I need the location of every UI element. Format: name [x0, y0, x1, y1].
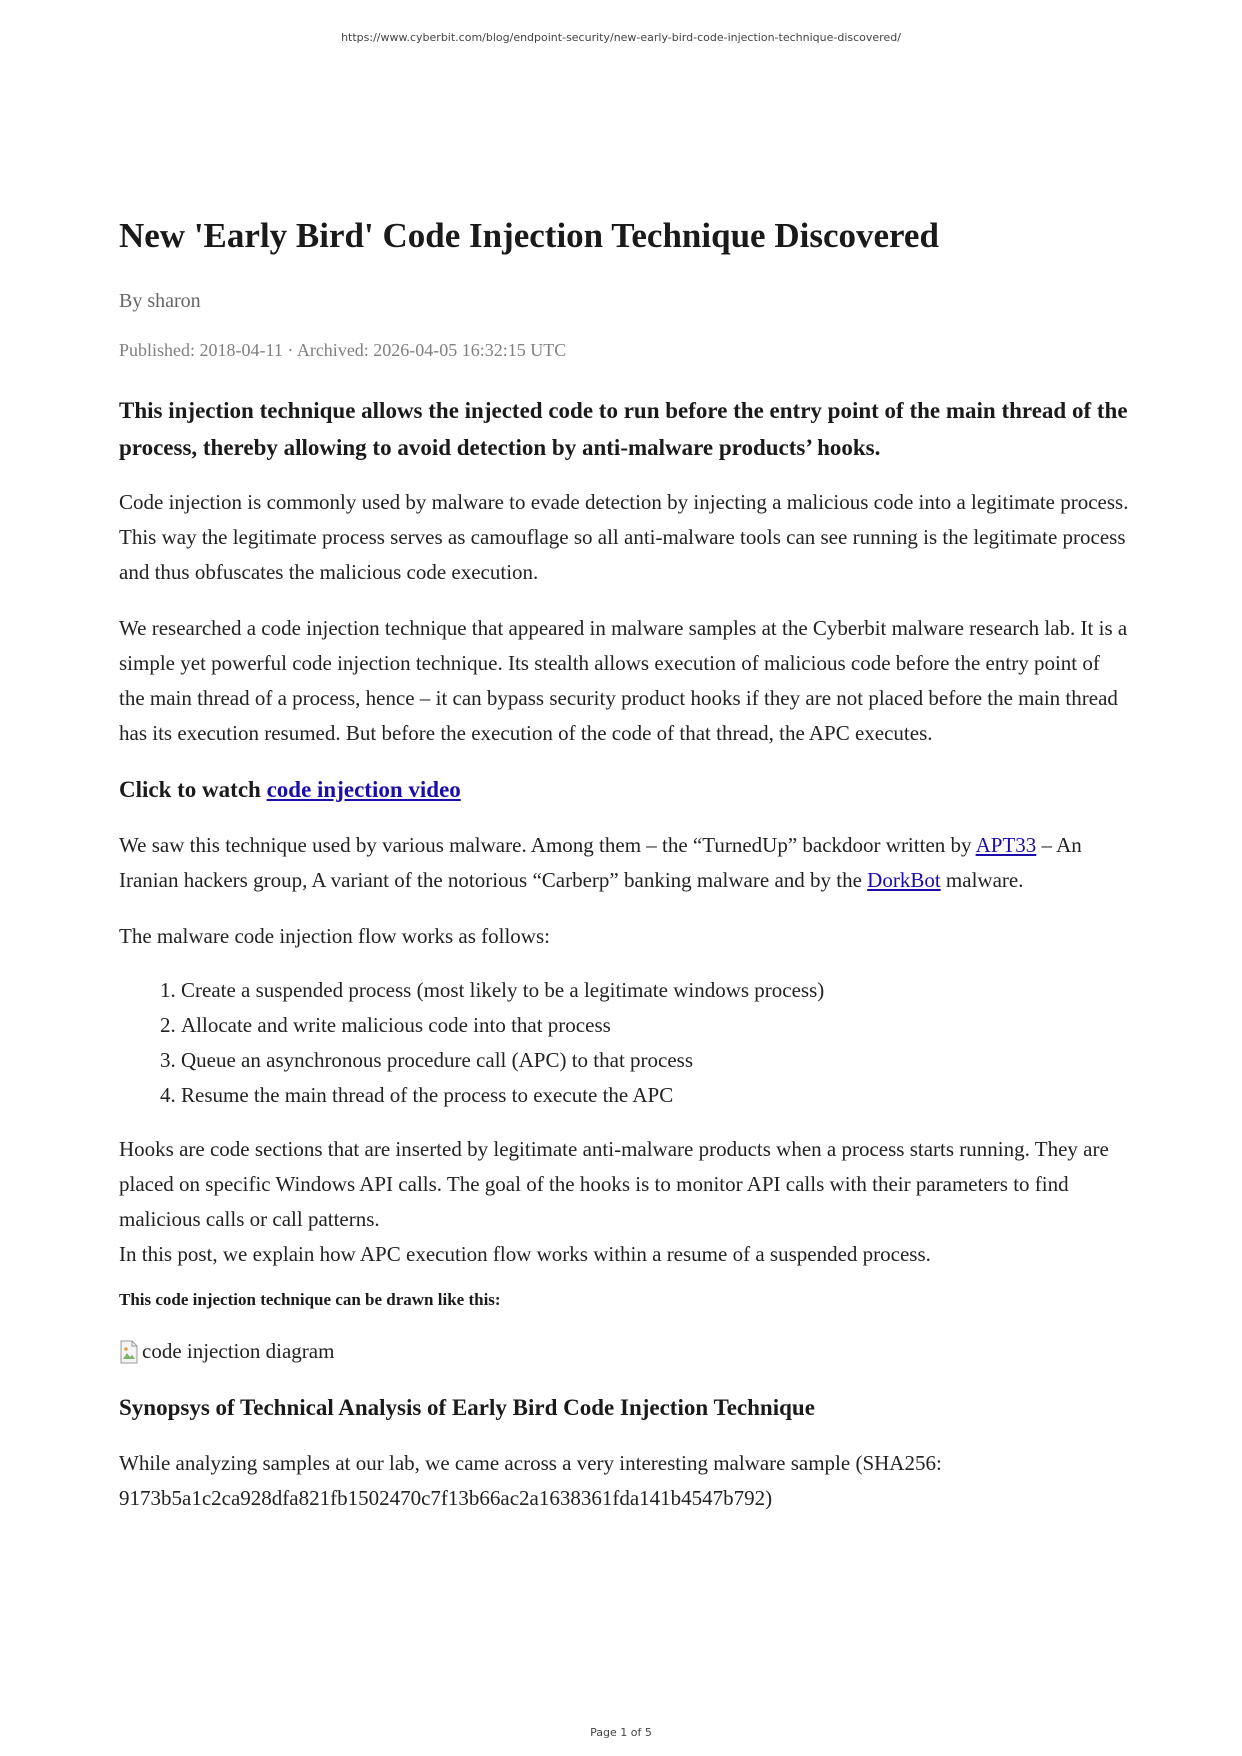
paragraph-flow-intro: The malware code injection flow works as follows:	[119, 924, 550, 948]
watch-video-heading	[119, 772, 1129, 807]
page-number: Page 1 of 5	[590, 1726, 652, 1739]
author-byline: By sharon	[119, 290, 201, 312]
dorkbot-link[interactable]: DorkBot	[867, 868, 941, 892]
paragraph-hooks-text: Hooks are code sections that are inserted by legitimate anti-malware products when a process starts running. They are placed on specific Windows API calls. The goal of the hooks is to monitor API calls with their parameters to find malicious calls or call patterns.	[119, 1137, 1109, 1231]
lead-paragraph: This injection technique allows the injected code to run before the entry point of the main thread of the process, thereby allowing to avoid detection by anti-malware products’ hooks.	[119, 398, 1128, 460]
apt33-link[interactable]: APT33	[975, 833, 1037, 857]
paragraph-malware-usage	[119, 828, 1129, 898]
paragraph-research: We researched a code injection technique that appeared in malware samples at the Cyberbit malware research lab. It is a simple yet powerful code injection technique. Its stealth allows execution of malicious code before the entry point of the main thread of a process, hence – it can bypass security product hooks if they are not placed before the main thread has its execution resumed. But before the execution of the code of that thread, the APC executes.	[119, 616, 1128, 745]
paragraph-malware-text-c: malware.	[940, 868, 1024, 892]
list-item: 3. Queue an asynchronous procedure call (APC) to that process	[181, 1043, 1129, 1078]
diagram-caption: This code injection technique can be drawn like this:	[119, 1290, 501, 1309]
publish-meta: Published: 2018-04-11 · Archived: 2026-04-05 16:32:15 UTC	[119, 340, 567, 360]
technical-analysis-heading: Synopsys of Technical Analysis of Early Bird Code Injection Technique	[119, 1395, 815, 1420]
paragraph-sample-hash: While analyzing samples at our lab, we came across a very interesting malware sample (SHA256: 9173b5a1c2ca928dfa821fb1502470c7f13b66ac2a1638361fda141b4547b792)	[119, 1451, 942, 1510]
list-item: 4. Resume the main thread of the process to execute the APC	[181, 1078, 1129, 1113]
injection-steps-list	[119, 973, 1129, 1113]
code-injection-diagram-image	[119, 1334, 1129, 1369]
image-alt-text: code injection diagram	[142, 1339, 335, 1363]
list-item: 2. Allocate and write malicious code into that process	[181, 1008, 1129, 1043]
paragraph-intro: Code injection is commonly used by malware to evade detection by injecting a malicious code into a legitimate process. This way the legitimate process serves as camouflage so all anti-malware tools can see running is the legitimate process and thus obfuscates the malicious code execution.	[119, 490, 1129, 584]
article-body	[119, 392, 1129, 1537]
paragraph-hooks	[119, 1132, 1129, 1272]
broken-image-icon	[119, 1339, 139, 1365]
page-url-header: https://www.cyberbit.com/blog/endpoint-security/new-early-bird-code-injection-technique-discovered/	[341, 31, 901, 44]
paragraph-malware-text-a: We saw this technique used by various malware. Among them – the “TurnedUp” backdoor written by	[119, 833, 976, 857]
watch-video-prefix: Click to watch	[119, 777, 267, 802]
list-item: 1. Create a suspended process (most likely to be a legitimate windows process)	[181, 973, 1129, 1008]
code-injection-video-link[interactable]: code injection video	[266, 777, 461, 802]
page-title: New 'Early Bird' Code Injection Technique Discovered	[119, 216, 939, 255]
paragraph-apc-text: In this post, we explain how APC execution flow works within a resume of a suspended process.	[119, 1242, 931, 1266]
paragraph-malware-text-b: – An Iranian hackers group, A variant of the notorious “Carberp” banking malware and by the	[119, 833, 1082, 892]
